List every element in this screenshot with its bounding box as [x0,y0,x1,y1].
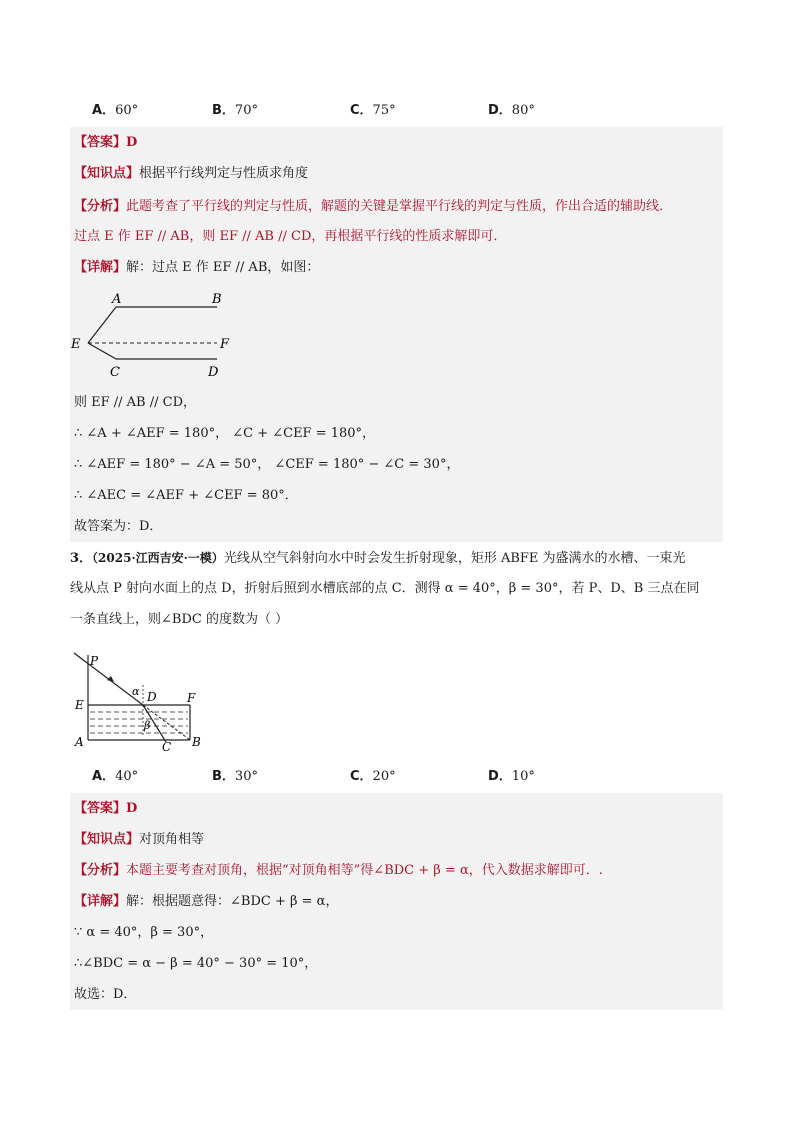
q3-label-f: F [187,691,196,705]
q2-option-a: A．60° [92,103,139,118]
q2-label-b: B [212,292,222,307]
q2-label-c: C [110,365,120,380]
q2-label-d: D [208,365,219,380]
q3-option-b: B．30° [212,769,258,784]
q3-refraction-figure [70,645,210,755]
q3-answer-line: 【答案】D [74,801,138,816]
q2-knowledge-point: 【知识点】根据平行线判定与性质求角度 [74,166,309,181]
q3-analysis-line: 【分析】本题主要考查对顶角，根据“对顶角相等”得∠BDC + β = α，代入数据求解即可．. [74,863,603,878]
q3-label-p: P [90,654,99,668]
q2-detail-line-3: ∴ ∠A + ∠AEF = 180°， ∠C + ∠CEF = 180°， [74,426,376,441]
q3-conclusion: 故选：D． [74,987,137,1002]
q2-label-e: E [71,337,81,352]
q3-solution-block [70,793,723,1010]
q3-label-b: B [192,735,201,749]
q3-option-d: D．10° [488,769,535,784]
q2-parallel-lines-figure [70,287,240,382]
q2-detail-line-1: 【详解】解：过点 E 作 EF // AB，如图： [74,260,320,275]
q3-stem-line-2: 线从点 P 射向水面上的点 D，折射后照到水槽底部的点 C．测得 α = 40°，β = 30°，若 P、D、B 三点在同 [70,581,700,596]
q2-option-d: D．80° [488,103,535,118]
q2-detail-line-4: ∴ ∠AEF = 180° − ∠A = 50°， ∠CEF = 180° − ∠C = 30°， [74,457,460,472]
q3-label-a: A [75,735,84,749]
q2-analysis-line-2: 过点 E 作 EF // AB，则 EF // AB // CD，再根据平行线的性质求解即可． [74,229,507,244]
q3-label-beta: β [144,719,151,732]
q2-answer-line: 【答案】D [74,135,138,150]
q3-label-alpha: α [132,685,140,698]
q3-options [0,766,794,788]
q3-label-c: C [162,740,172,754]
q3-detail-line-2: ∵ α = 40°，β = 30°， [74,925,214,940]
q2-option-b: B．70° [212,103,258,118]
q2-label-a: A [112,292,122,307]
q2-solution-block [70,127,723,542]
q3-label-d: D [147,690,157,704]
q3-detail-line-1: 【详解】解：根据题意得：∠BDC + β = α， [74,894,339,909]
q2-detail-line-5: ∴ ∠AEC = ∠AEF + ∠CEF = 80°． [74,488,298,503]
q2-analysis-line-1: 【分析】此题考查了平行线的判定与性质，解题的关键是掌握平行线的判定与性质，作出合适的辅助线． [74,199,673,214]
q3-option-a: A．40° [92,769,139,784]
q2-option-c: C．75° [350,103,396,118]
q3-option-c: C．20° [350,769,396,784]
q3-stem-line-1: 3．（2025·江西吉安·一模）光线从空气斜射向水中时会发生折射现象，矩形 ABFE 为盛满水的水槽、一束光 [70,551,686,566]
q2-options [0,100,794,122]
q2-label-f: F [220,337,230,352]
q3-label-e: E [75,698,84,712]
q2-conclusion: 故答案为：D． [74,519,163,534]
q3-detail-line-3: ∴∠BDC = α − β = 40° − 30° = 10°， [74,956,318,971]
q2-detail-line-2: 则 EF // AB // CD， [74,395,197,410]
q3-knowledge-point: 【知识点】对顶角相等 [74,832,205,847]
q3-stem-line-3: 一条直线上，则∠BDC 的度数为（ ） [70,612,289,627]
